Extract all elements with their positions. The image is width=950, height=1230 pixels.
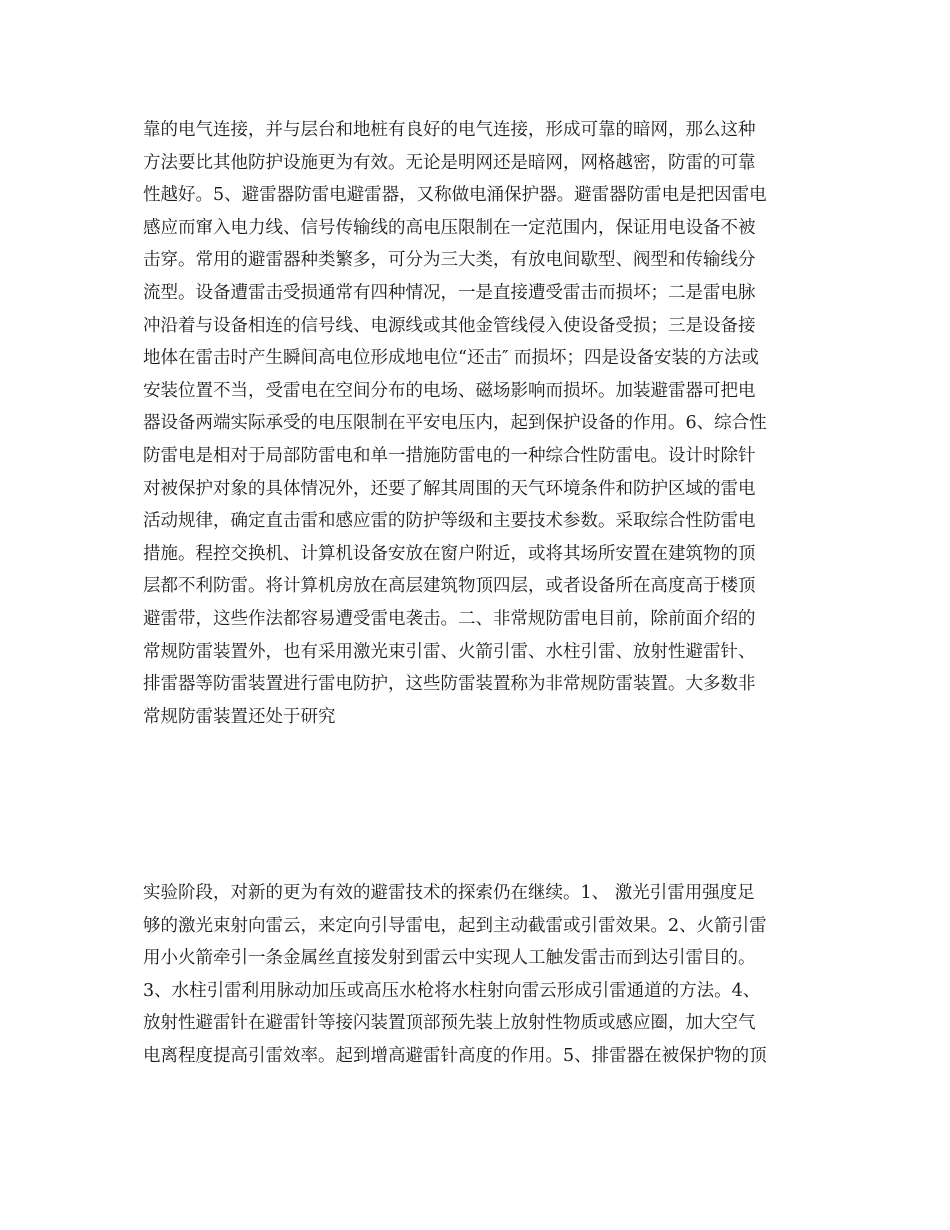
text-line: 防雷电是相对于局部防雷电和单一措施防雷电的一种综合性防雷电。设计时除针 [143, 445, 756, 466]
text-line: 层都不利防雷。将计算机房放在高层建筑物顶四层，或者设备所在高度高于楼顶 [143, 576, 756, 597]
text-line: 电离程度提高引雷效率。起到增高避雷针高度的作用。5、排雷器在被保护物的顶 [143, 1045, 767, 1066]
text-line: 常规防雷装置外，也有采用激光束引雷、火箭引雷、水柱引雷、放射性避雷针、 [143, 641, 756, 662]
text-line: 活动规律，确定直击雷和感应雷的防护等级和主要技术参数。采取综合性防雷电 [143, 511, 756, 532]
text-line: 够的激光束射向雷云，来定向引导雷电，起到主动截雷或引雷效果。2、火箭引雷 [143, 915, 767, 936]
paragraph-experimental-stage [143, 877, 808, 1073]
paragraph-lightning-protection [143, 114, 808, 733]
text-line: 器设备两端实际承受的电压限制在平安电压内，起到保护设备的作用。6、综合性 [143, 413, 767, 434]
text-line: 冲沿着与设备相连的信号线、电源线或其他金管线侵入使设备受损；三是设备接 [143, 315, 756, 336]
text-line: 感应而窜入电力线、信号传输线的高电压限制在一定范围内，保证用电设备不被 [143, 217, 756, 238]
text-line: 排雷器等防雷装置进行雷电防护，这些防雷装置称为非常规防雷装置。大多数非 [143, 674, 756, 695]
text-line: 流型。设备遭雷击受损通常有四种情况，一是直接遭受雷击而损坏；二是雷电脉 [143, 282, 756, 303]
text-line: 3、水柱引雷利用脉动加压或高压水枪将水柱射向雷云形成引雷通道的方法。4、 [143, 980, 761, 1001]
text-line: 常规防雷装置还处于研究 [143, 706, 336, 727]
text-line: 实验阶段，对新的更为有效的避雷技术的探索仍在继续。1、 激光引雷用强度足 [143, 883, 755, 903]
text-line: 措施。程控交换机、计算机设备安放在窗户附近，或将其场所安置在建筑物的顶 [143, 543, 756, 564]
text-line: 放射性避雷针在避雷针等接闪装置顶部预先装上放射性物质或感应圈，加大空气 [143, 1013, 756, 1034]
text-line: 对被保护对象的具体情况外，还要了解其周围的天气环境条件和防护区域的雷电 [143, 478, 756, 499]
text-line: 地体在雷击时产生瞬间高电位形成地电位“还击″ 而损坏；四是设备安装的方法或 [143, 348, 760, 369]
text-line: 避雷带，这些作法都容易遭受雷电袭击。二、非常规防雷电目前，除前面介绍的 [143, 608, 756, 629]
text-line: 安装位置不当，受雷电在空间分布的电场、磁场影响而损坏。加装避雷器可把电 [143, 380, 756, 401]
text-line: 性越好。5、避雷器防雷电避雷器，又称做电涌保护器。避雷器防雷电是把因雷电 [143, 185, 767, 206]
text-line: 用小火箭牵引一条金属丝直接发射到雷云中实现人工触发雷击而到达引雷目的。 [143, 948, 756, 969]
text-line: 靠的电气连接，并与层台和地桩有良好的电气连接，形成可靠的暗网，那么这种 [143, 120, 756, 140]
text-line: 击穿。常用的避雷器种类繁多，可分为三大类，有放电间歇型、阀型和传输线分 [143, 250, 756, 271]
text-line: 方法要比其他防护设施更为有效。无论是明网还是暗网，网格越密，防雷的可靠 [143, 152, 756, 173]
